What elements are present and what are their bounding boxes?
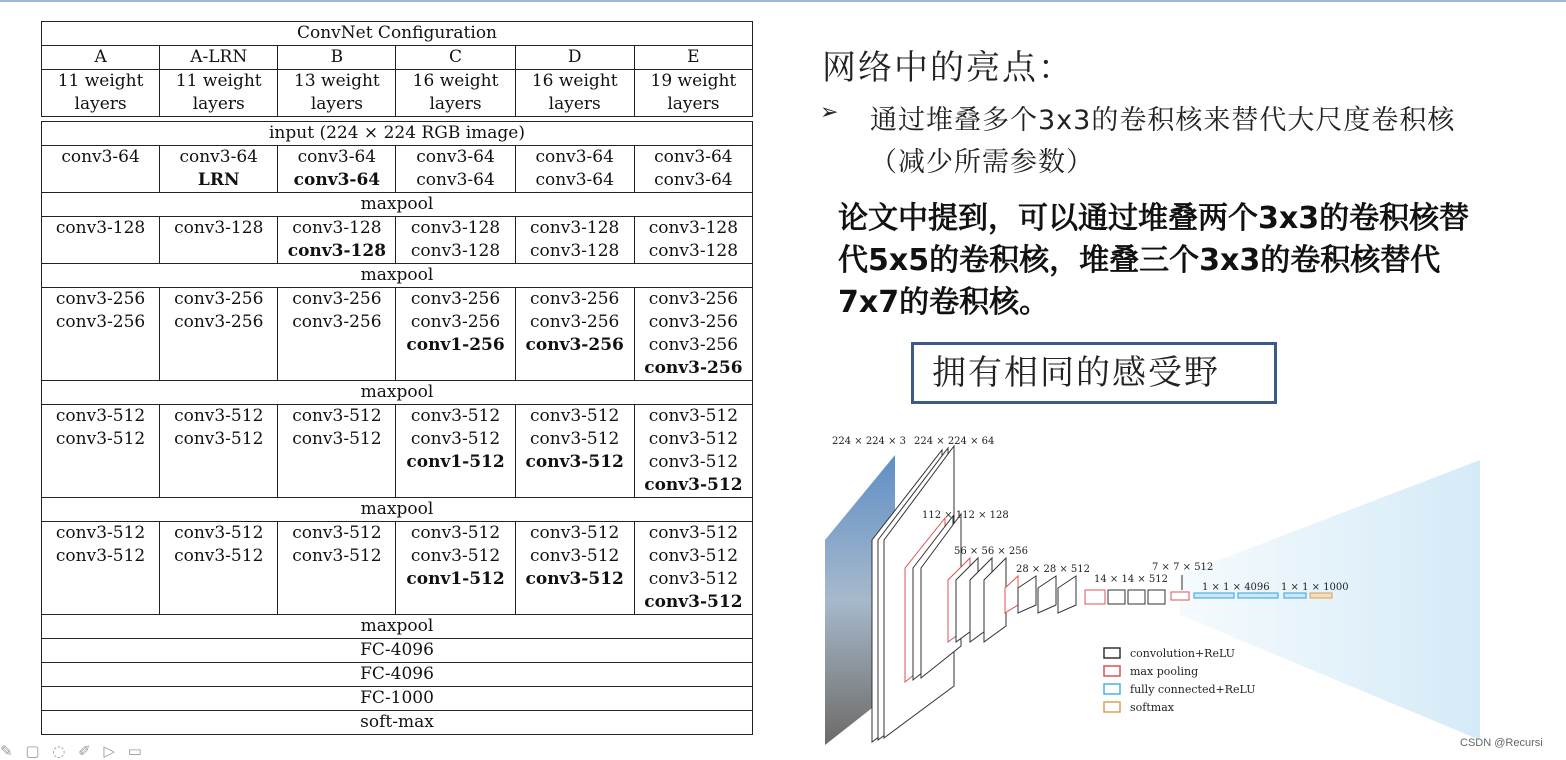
layer-name: conv3-256 bbox=[410, 312, 501, 332]
depth-count: 16 weight bbox=[412, 71, 499, 91]
layer-name: conv3-512 bbox=[410, 546, 501, 566]
layer-name: conv3-512 bbox=[648, 546, 739, 566]
layer-name: conv3-256 bbox=[174, 312, 264, 332]
conv-block-row bbox=[42, 146, 753, 193]
layer-name: conv3-128 bbox=[648, 218, 739, 238]
layer-name: LRN bbox=[197, 170, 240, 190]
depth-cell bbox=[515, 70, 634, 117]
depth-count: 13 weight bbox=[294, 71, 380, 91]
layer-cell bbox=[515, 522, 634, 615]
layer-cell bbox=[634, 146, 752, 193]
layer-name: conv3-512 bbox=[648, 523, 739, 543]
layer-name: conv3-512 bbox=[644, 475, 743, 495]
layer-name: conv3-64 bbox=[416, 147, 495, 167]
fc-layers bbox=[1194, 593, 1306, 598]
layer-cell bbox=[515, 217, 634, 264]
layer-dimension-label: 224 × 224 × 64 bbox=[914, 436, 995, 447]
layer-name: conv3-256 bbox=[648, 312, 739, 332]
depth-cell bbox=[42, 70, 160, 117]
layer-cell bbox=[160, 522, 278, 615]
depth-cell bbox=[634, 70, 752, 117]
footer-row-cell: FC-4096 bbox=[42, 663, 753, 687]
depth-unit: layers bbox=[310, 94, 363, 114]
layer-name: conv3-512 bbox=[292, 523, 382, 543]
column-header: E bbox=[634, 46, 752, 70]
annotation-toolbar[interactable]: ✎ ▢ ◌ ✐ ▷ ▭ bbox=[0, 742, 146, 760]
depth-cell bbox=[396, 70, 515, 117]
conv-block-row bbox=[42, 522, 753, 615]
footer-row bbox=[42, 663, 753, 687]
layer-name: conv3-256 bbox=[648, 289, 739, 309]
conv-block-row bbox=[42, 288, 753, 381]
column-header: A bbox=[42, 46, 160, 70]
vgg-architecture-diagram bbox=[800, 420, 1500, 750]
legend-label: softmax bbox=[1130, 701, 1174, 714]
depth-count: 11 weight bbox=[175, 71, 262, 91]
layer-name: conv3-512 bbox=[174, 429, 264, 449]
layer-name: conv3-256 bbox=[648, 335, 739, 355]
layer-name: conv3-512 bbox=[525, 452, 624, 472]
block-4 bbox=[1005, 576, 1076, 613]
paper-note-paragraph bbox=[838, 198, 1498, 324]
depth-unit: layers bbox=[192, 94, 245, 114]
layer-dimension-label: 1 × 1 × 1000 bbox=[1281, 582, 1349, 593]
layer-dimension-label: 112 × 112 × 128 bbox=[922, 510, 1009, 521]
footer-row bbox=[42, 687, 753, 711]
footer-row bbox=[42, 615, 753, 639]
layer-name: conv3-64 bbox=[179, 147, 258, 167]
legend-label: max pooling bbox=[1130, 665, 1199, 678]
pool-5 bbox=[1171, 592, 1189, 600]
legend-label: fully connected+ReLU bbox=[1130, 683, 1256, 696]
depth-unit: layers bbox=[74, 94, 127, 114]
receptive-field-callout: 拥有相同的感受野 bbox=[911, 342, 1277, 404]
light-beam bbox=[1180, 460, 1480, 740]
conv-block-row bbox=[42, 405, 753, 498]
layer-name: conv3-64 bbox=[297, 147, 377, 167]
layer-name: conv3-128 bbox=[292, 218, 382, 238]
column-header: D bbox=[515, 46, 634, 70]
layer-cell bbox=[634, 405, 752, 498]
layer-name: conv3-512 bbox=[648, 569, 739, 589]
layer-name: conv3-512 bbox=[644, 592, 743, 612]
layer-cell bbox=[278, 217, 396, 264]
block-3 bbox=[948, 558, 1006, 642]
column-header: C bbox=[396, 46, 515, 70]
layer-name: conv3-512 bbox=[648, 452, 739, 472]
layer-cell bbox=[634, 217, 752, 264]
depth-row bbox=[42, 70, 753, 117]
layer-name: conv3-512 bbox=[292, 429, 382, 449]
layer-cell bbox=[396, 288, 515, 381]
layer-name: conv3-128 bbox=[174, 218, 264, 238]
layer-name: conv3-512 bbox=[530, 429, 620, 449]
legend-swatch bbox=[1104, 702, 1120, 712]
layer-dimension-label: 1 × 1 × 4096 bbox=[1202, 582, 1270, 593]
layer-name: conv3-128 bbox=[287, 241, 387, 261]
layer-name: conv3-256 bbox=[292, 312, 382, 332]
layer-name: conv3-512 bbox=[55, 523, 146, 543]
layer-dimension-label: 7 × 7 × 512 bbox=[1152, 562, 1214, 573]
input-row bbox=[42, 122, 753, 146]
layer-cell bbox=[160, 146, 278, 193]
footer-row bbox=[42, 639, 753, 663]
maxpool-row bbox=[42, 381, 753, 405]
layer-name: conv3-64 bbox=[61, 147, 140, 167]
footer-row-cell: soft-max bbox=[42, 711, 753, 735]
maxpool-row-cell: maxpool bbox=[42, 264, 753, 288]
layer-name: conv3-256 bbox=[410, 289, 501, 309]
layer-name: conv3-64 bbox=[535, 147, 614, 167]
column-header-row bbox=[42, 46, 753, 70]
layer-name: conv3-64 bbox=[416, 170, 495, 190]
layer-cell bbox=[278, 405, 396, 498]
layer-name: conv3-128 bbox=[530, 218, 620, 238]
layer-cell bbox=[515, 146, 634, 193]
layer-name: conv3-512 bbox=[530, 546, 620, 566]
layer-name: conv3-256 bbox=[55, 289, 146, 309]
layer-name: conv3-512 bbox=[174, 406, 264, 426]
layer-cell bbox=[396, 217, 515, 264]
depth-count: 16 weight bbox=[531, 71, 618, 91]
layer-name: conv3-64 bbox=[654, 147, 733, 167]
layer-name: conv3-512 bbox=[292, 406, 382, 426]
layer-name: conv1-512 bbox=[406, 452, 505, 472]
layer-cell bbox=[515, 288, 634, 381]
layer-name: conv3-512 bbox=[648, 429, 739, 449]
layer-name: conv3-512 bbox=[174, 546, 264, 566]
layer-cell bbox=[278, 288, 396, 381]
legend-swatch bbox=[1104, 648, 1120, 658]
bullet-arrow-icon: ➢ bbox=[820, 100, 839, 125]
layer-name: conv3-128 bbox=[648, 241, 739, 261]
table-title bbox=[42, 22, 753, 46]
maxpool-row-cell: maxpool bbox=[42, 193, 753, 217]
top-divider bbox=[0, 0, 1566, 2]
depth-unit: layers bbox=[429, 94, 482, 114]
layer-name: conv3-256 bbox=[55, 312, 146, 332]
layer-cell bbox=[278, 522, 396, 615]
layer-cell bbox=[515, 405, 634, 498]
legend-swatch bbox=[1104, 666, 1120, 676]
maxpool-row-cell: maxpool bbox=[42, 381, 753, 405]
layer-cell bbox=[42, 405, 160, 498]
layer-dimension-label: 224 × 224 × 3 bbox=[832, 436, 907, 447]
layer-name: conv3-256 bbox=[644, 358, 743, 378]
depth-unit: layers bbox=[667, 94, 720, 114]
maxpool-row bbox=[42, 193, 753, 217]
input-row-cell: input (224 × 224 RGB image) bbox=[42, 122, 753, 146]
layer-name: conv3-256 bbox=[292, 289, 382, 309]
layer-cell bbox=[396, 522, 515, 615]
footer-row-cell: maxpool bbox=[42, 615, 753, 639]
layer-cell bbox=[160, 288, 278, 381]
depth-count: 19 weight bbox=[650, 71, 737, 91]
column-header: A-LRN bbox=[160, 46, 278, 70]
maxpool-row bbox=[42, 498, 753, 522]
bullet-text-line2: （减少所需参数） bbox=[870, 147, 1094, 178]
bullet-text-line1: 通过堆叠多个3x3的卷积核来替代大尺度卷积核 bbox=[870, 105, 1456, 136]
layer-cell bbox=[42, 522, 160, 615]
layer-name: conv3-256 bbox=[525, 335, 624, 355]
layer-cell bbox=[634, 522, 752, 615]
legend-swatch bbox=[1104, 684, 1120, 694]
csdn-watermark: CSDN @Recursi bbox=[1460, 737, 1543, 749]
layer-name: conv3-128 bbox=[55, 218, 146, 238]
layer-dimension-label: 14 × 14 × 512 bbox=[1094, 574, 1169, 585]
depth-count: 11 weight bbox=[57, 71, 144, 91]
layer-cell bbox=[42, 288, 160, 381]
footer-row-cell: FC-4096 bbox=[42, 639, 753, 663]
footer-row-cell: FC-1000 bbox=[42, 687, 753, 711]
layer-name: conv3-128 bbox=[410, 218, 501, 238]
layer-name: conv3-512 bbox=[410, 429, 501, 449]
conv-block-row bbox=[42, 217, 753, 264]
layer-cell bbox=[278, 146, 396, 193]
layer-name: conv3-64 bbox=[654, 170, 733, 190]
legend-label: convolution+ReLU bbox=[1130, 647, 1235, 660]
layer-name: conv3-256 bbox=[530, 289, 620, 309]
layer-name: conv3-128 bbox=[410, 241, 501, 261]
slide-heading: 网络中的亮点： bbox=[822, 48, 1074, 88]
layer-cell bbox=[634, 288, 752, 381]
depth-cell bbox=[160, 70, 278, 117]
layer-name: conv3-512 bbox=[174, 523, 264, 543]
layer-dimension-label: 56 × 56 × 256 bbox=[954, 546, 1029, 557]
layer-name: conv3-512 bbox=[410, 406, 501, 426]
layer-name: conv3-512 bbox=[55, 406, 146, 426]
table-title-cell: ConvNet Configuration bbox=[42, 22, 753, 46]
layer-cell bbox=[42, 146, 160, 193]
block-5 bbox=[1085, 590, 1165, 604]
maxpool-row-cell: maxpool bbox=[42, 498, 753, 522]
depth-unit: layers bbox=[548, 94, 601, 114]
layer-name: conv3-512 bbox=[530, 523, 620, 543]
depth-cell bbox=[278, 70, 396, 117]
convnet-config-table bbox=[41, 21, 753, 735]
layer-name: conv1-256 bbox=[406, 335, 505, 355]
layer-name: conv3-64 bbox=[293, 170, 381, 190]
paper-note-lead: 论文中提到，可以通过 bbox=[838, 201, 1138, 236]
paper-note-emphasis: 堆叠两个3x3的卷积核替代5x5的卷积核，堆叠三个3x3的卷积核替代7x7的卷积核。 bbox=[838, 201, 1470, 320]
layer-name: conv3-512 bbox=[530, 406, 620, 426]
layer-cell bbox=[396, 146, 515, 193]
layer-cell bbox=[396, 405, 515, 498]
softmax-layer bbox=[1310, 593, 1332, 598]
layer-name: conv3-512 bbox=[55, 429, 146, 449]
layer-name: conv3-512 bbox=[525, 569, 624, 589]
layer-name: conv1-512 bbox=[406, 569, 505, 589]
layer-name: conv3-512 bbox=[648, 406, 739, 426]
layer-name: conv3-512 bbox=[410, 523, 501, 543]
layer-name: conv3-256 bbox=[174, 289, 264, 309]
maxpool-row bbox=[42, 264, 753, 288]
layer-name: conv3-256 bbox=[530, 312, 620, 332]
layer-name: conv3-128 bbox=[530, 241, 620, 261]
layer-name: conv3-512 bbox=[55, 546, 146, 566]
layer-name: conv3-512 bbox=[292, 546, 382, 566]
layer-dimension-label: 28 × 28 × 512 bbox=[1016, 564, 1091, 575]
layer-cell bbox=[160, 405, 278, 498]
layer-cell bbox=[42, 217, 160, 264]
layer-name: conv3-64 bbox=[535, 170, 614, 190]
column-header: B bbox=[278, 46, 396, 70]
layer-cell bbox=[160, 217, 278, 264]
footer-row bbox=[42, 711, 753, 735]
